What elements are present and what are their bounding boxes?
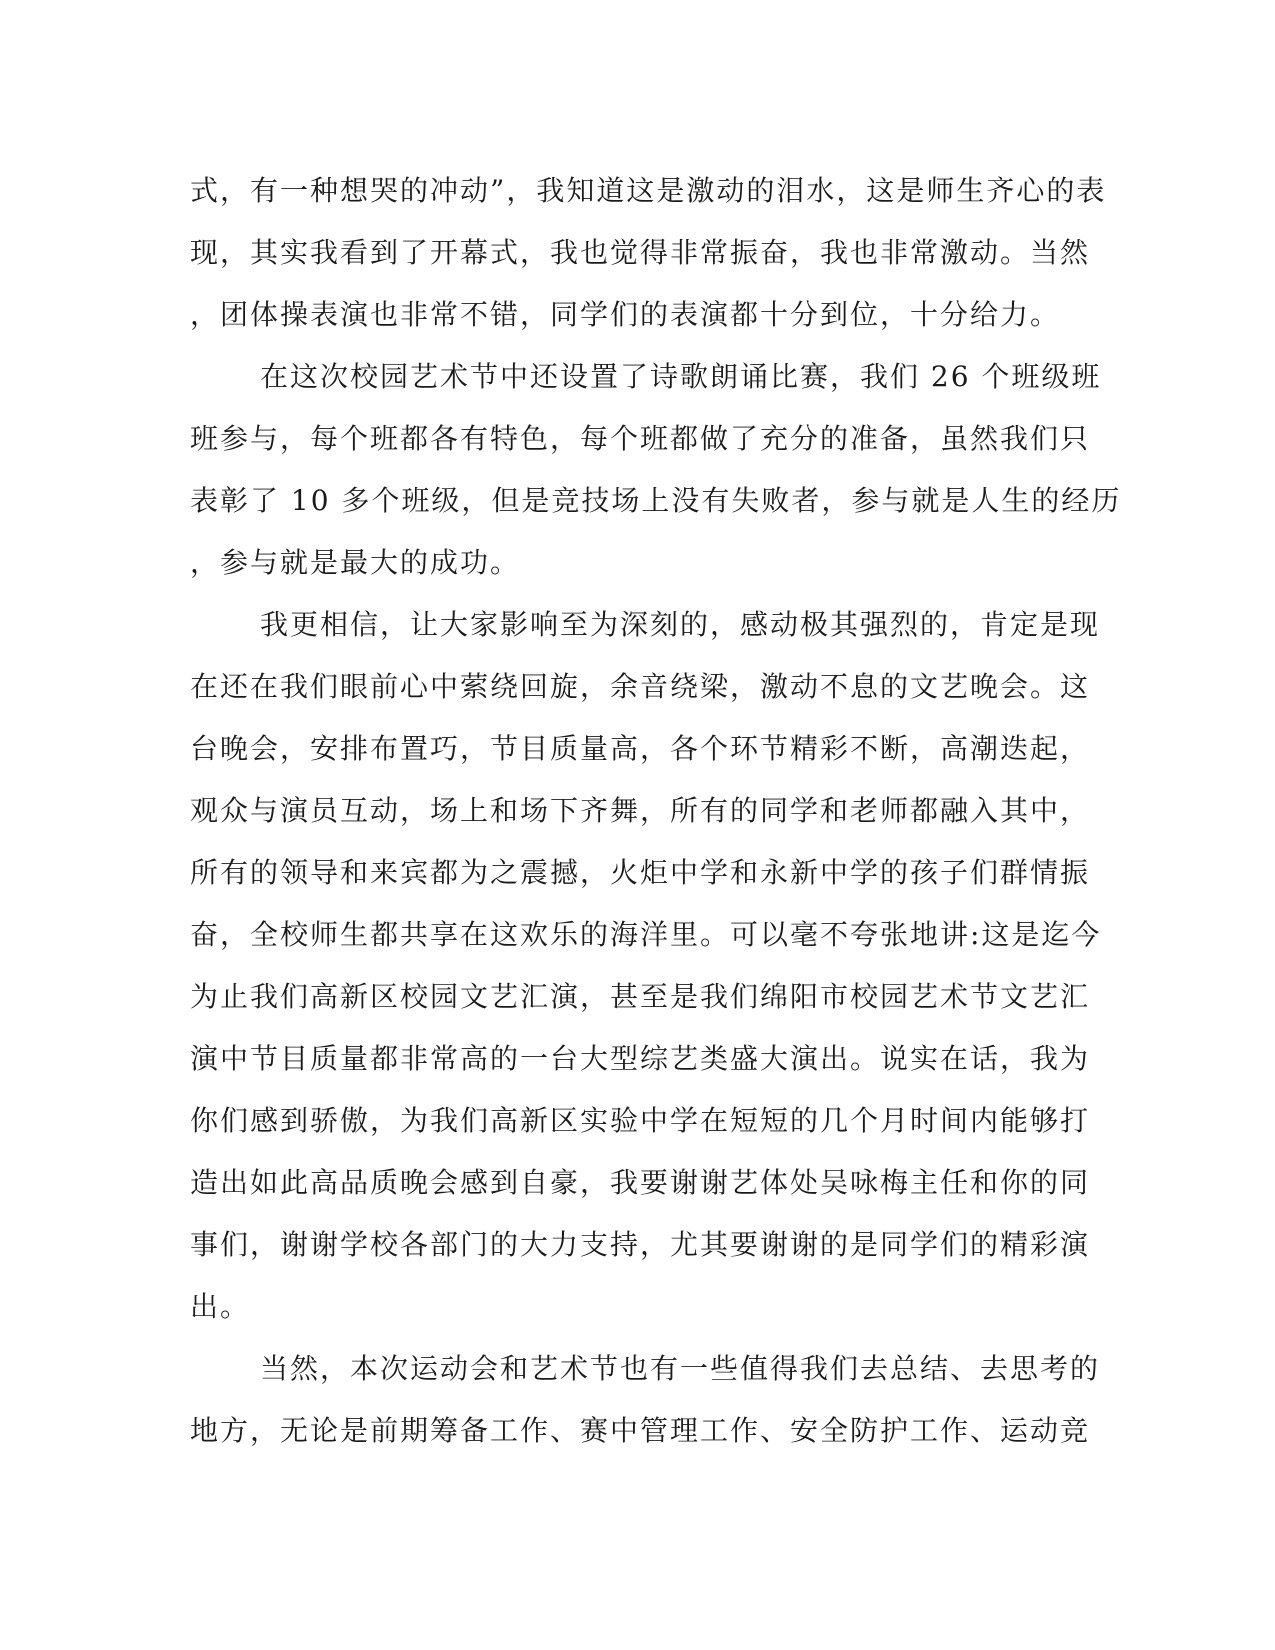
text-line: 表彰了 10 多个班级，但是竞技场上没有失败者，参与就是人生的经历: [190, 484, 1122, 517]
text-line: 观众与演员互动，场上和场下齐舞，所有的同学和老师都融入其中，: [190, 794, 1091, 827]
paragraph-start-line: 我更相信，让大家影响至为深刻的，感动极其强烈的，肯定是现: [260, 608, 1101, 641]
paragraph-start-line: 在这次校园艺术节中还设置了诗歌朗诵比赛，我们 26 个班级班: [260, 360, 1102, 393]
text-line: 台晚会，安排布置巧，节目质量高，各个环节精彩不断，高潮迭起，: [190, 732, 1091, 765]
text-line: 演中节目质量都非常高的一台大型综艺类盛大演出。说实在话，我为: [190, 1042, 1091, 1075]
text-line: 在还在我们眼前心中萦绕回旋，余音绕梁，激动不息的文艺晚会。这: [190, 670, 1091, 703]
text-line: 事们，谢谢学校各部门的大力支持，尤其要谢谢的是同学们的精彩演: [190, 1228, 1091, 1261]
text-line: ，团体操表演也非常不错，同学们的表演都十分到位，十分给力。: [190, 298, 1061, 331]
text-line: 所有的领导和来宾都为之震撼，火炬中学和永新中学的孩子们群情振: [190, 856, 1091, 889]
text-line: 你们感到骄傲，为我们高新区实验中学在短短的几个月时间内能够打: [190, 1104, 1091, 1137]
text-line: 造出如此高品质晚会感到自豪，我要谢谢艺体处吴咏梅主任和你的同: [190, 1166, 1091, 1199]
text-line: 为止我们高新区校园文艺汇演，甚至是我们绵阳市校园艺术节文艺汇: [190, 980, 1091, 1013]
text-line: 出。: [190, 1290, 251, 1323]
text-line: 班参与，每个班都各有特色，每个班都做了充分的准备，虽然我们只: [190, 422, 1091, 455]
text-line: ，参与就是最大的成功。: [190, 546, 521, 579]
text-line: 式，有一种想哭的冲动”，我知道这是激动的泪水，这是师生齐心的表: [190, 174, 1107, 207]
paragraph-start-line: 当然，本次运动会和艺术节也有一些值得我们去总结、去思考的: [260, 1352, 1101, 1385]
text-line: 现，其实我看到了开幕式，我也觉得非常振奋，我也非常激动。当然: [190, 236, 1091, 269]
text-line: 奋，全校师生都共享在这欢乐的海洋里。可以毫不夸张地讲:这是迄今: [190, 918, 1102, 951]
body-text: [190, 160, 1122, 1462]
text-line: 地方，无论是前期筹备工作、赛中管理工作、安全防护工作、运动竞: [190, 1414, 1091, 1447]
